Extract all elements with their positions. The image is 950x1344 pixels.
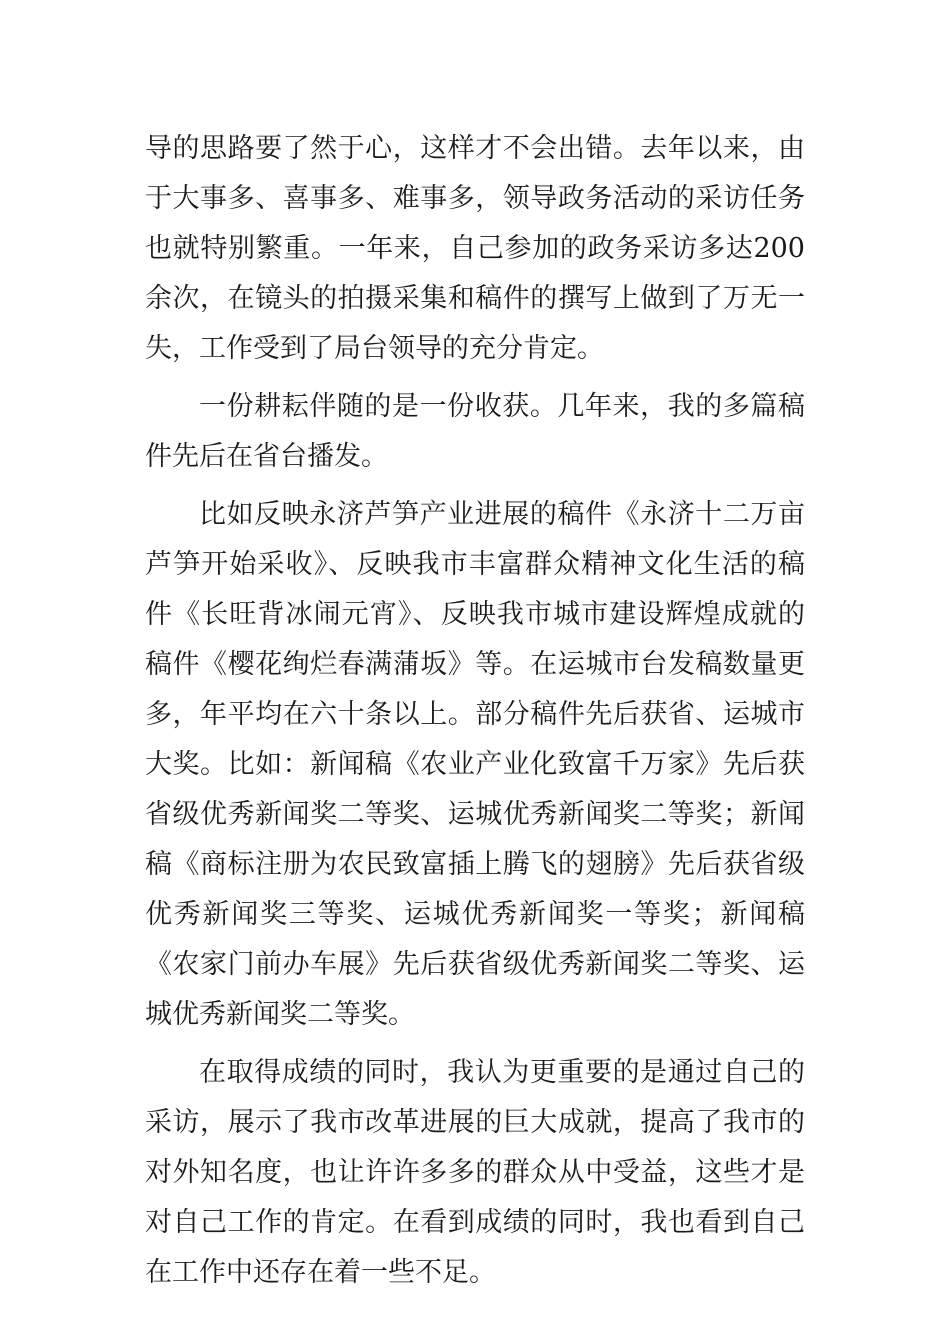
paragraph-harvest: 一份耕耘伴随的是一份收获。几年来，我的多篇稿件先后在省台播发。 [145, 391, 805, 472]
paragraph-awards: 比如反映永济芦笋产业进展的稿件《永济十二万亩芦笋开始采收》、反映我市丰富群众精神文化生活的稿件《长旺背冰闹元宵》、反映我市城市建设辉煌成就的稿件《樱花绚烂春满蒲坂》等。在运城市台发稿数量更多，年平均在六十条以上。部分稿件先后获省、运城市大奖。比如：新闻稿《农业产业化致富千万家》先后获省级优秀新闻奖二等奖、运城优秀新闻奖二等奖；新闻稿《商标注册为农民致富插上腾飞的翅膀》先后获省级优秀新闻奖三等奖、运城优秀新闻奖一等奖；新闻稿《农家门前办车展》先后获省级优秀新闻奖二等奖、运城优秀新闻奖二等奖。 [145, 499, 805, 1030]
document-body [145, 124, 805, 1298]
paragraph-reflection: 在取得成绩的同时，我认为更重要的是通过自己的采访，展示了我市改革进展的巨大成就，提高了我市的对外知名度，也让许许多多的群众从中受益，这些才是对自己工作的肯定。在看到成绩的同时，我也看到自己在工作中还存在着一些不足。 [145, 1057, 805, 1288]
paragraph-continued: 导的思路要了然于心，这样才不会出错。去年以来，由于大事多、喜事多、难事多，领导政务活动的采访任务也就特别繁重。一年来，自己参加的政务采访多达200余次，在镜头的拍摄采集和稿件的撰写上做到了万无一失，工作受到了局台领导的充分肯定。 [145, 133, 805, 364]
